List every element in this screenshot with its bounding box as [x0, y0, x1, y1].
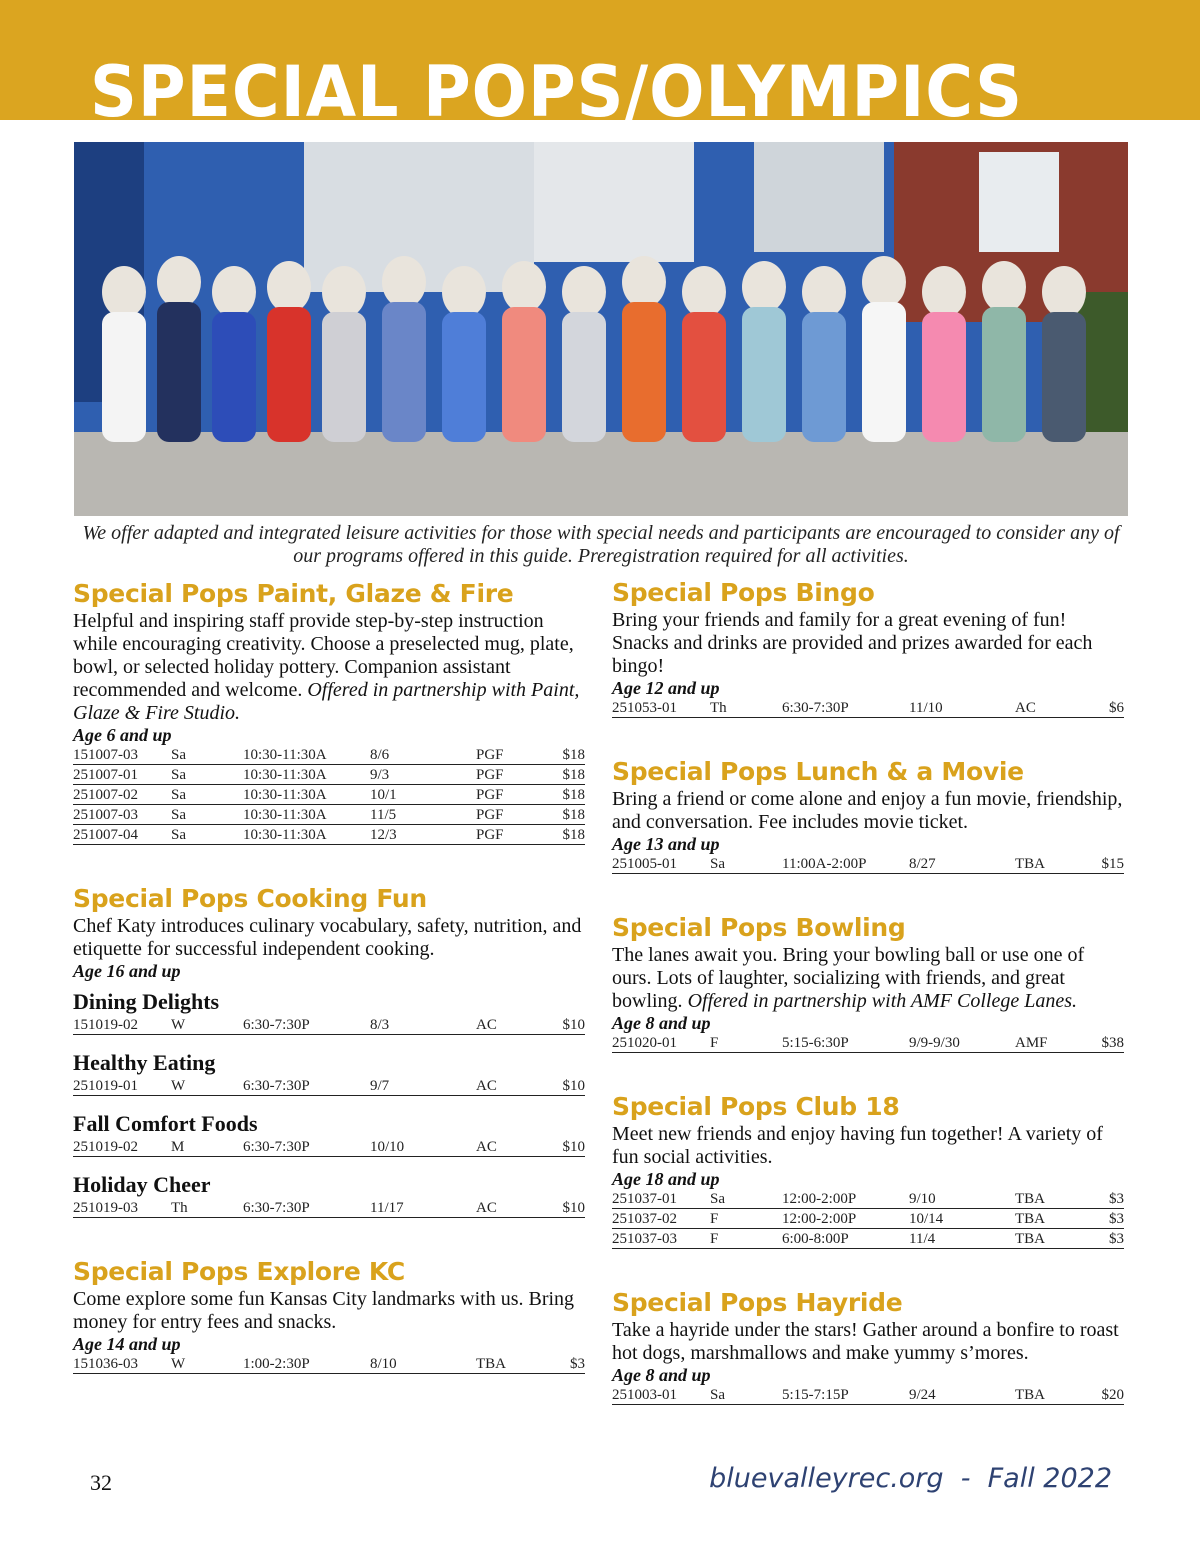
- table-row: 151019-02 W 6:30-7:30P 8/3 AC $10: [73, 1016, 585, 1033]
- table-row: 251003-01 Sa 5:15-7:15P 9/24 TBA $20: [612, 1386, 1124, 1403]
- page-number: 32: [90, 1470, 112, 1495]
- program-description: Come explore some fun Kansas City landmarks with us. Bring money for entry fees and snacks.: [73, 1288, 575, 1333]
- table-row: 251005-01 Sa 11:00A-2:00P 8/27 TBA $15: [612, 855, 1124, 872]
- table-row: 251007-04 Sa 10:30-11:30A 12/3 PGF $18: [73, 826, 585, 843]
- program-title: Special Pops Explore KC: [73, 1257, 405, 1286]
- program-explore-kc: [73, 1256, 585, 1374]
- age-requirement: Age 14 and up: [73, 1334, 181, 1354]
- program-title: Special Pops Cooking Fun: [73, 884, 427, 913]
- program-description: Helpful and inspiring staff provide step-by-step instruction while encouraging creativity. Choose a preselected mug, plate, bowl, or selected holiday pottery. Companion assistant recommended and welcome. Offered in partnership with Paint, Glaze & Fire Studio.: [73, 610, 580, 724]
- class-title: Fall Comfort Foods: [73, 1111, 258, 1136]
- schedule-table: [73, 1137, 585, 1157]
- page-header-banner: [0, 0, 1200, 133]
- table-row: 251007-03 Sa 10:30-11:30A 11/5 PGF $18: [73, 806, 585, 823]
- program-title: Special Pops Bingo: [612, 578, 875, 607]
- table-row: 251007-01 Sa 10:30-11:30A 9/3 PGF $18: [73, 766, 585, 783]
- age-requirement: Age 12 and up: [612, 678, 720, 698]
- table-row: 251053-01 Th 6:30-7:30P 11/10 AC $6: [612, 699, 1124, 716]
- table-row: 251037-01 Sa 12:00-2:00P 9/10 TBA $3: [612, 1190, 1124, 1207]
- program-title: Special Pops Club 18: [612, 1092, 900, 1121]
- program-description: Bring your friends and family for a great evening of fun! Snacks and drinks are provided and prizes awarded for each bingo!: [612, 609, 1093, 677]
- program-paint-glaze-fire: [73, 578, 585, 845]
- group-photo-icon: [74, 142, 1128, 516]
- program-title: Special Pops Lunch & a Movie: [612, 757, 1024, 786]
- age-requirement: Age 13 and up: [612, 834, 720, 854]
- class-title: Dining Delights: [73, 989, 220, 1014]
- left-column: [73, 578, 585, 1374]
- age-requirement: Age 6 and up: [73, 725, 172, 745]
- schedule-table: [73, 745, 585, 845]
- schedule-table: [73, 1198, 585, 1218]
- schedule-table: [612, 1189, 1124, 1249]
- program-lunch-movie: [612, 756, 1124, 874]
- program-description: Take a hayride under the stars! Gather around a bonfire to roast hot dogs, marshmallows and make yummy s’mores.: [612, 1319, 1119, 1364]
- schedule-table: [73, 1015, 585, 1035]
- schedule-table: [612, 1385, 1124, 1405]
- program-description: Meet new friends and enjoy having fun together! A variety of fun social activities.: [612, 1123, 1103, 1168]
- program-description: Bring a friend or come alone and enjoy a fun movie, friendship, and conversation. Fee includes movie ticket.: [612, 788, 1123, 833]
- program-title: Special Pops Paint, Glaze & Fire: [73, 579, 514, 608]
- table-row: 251020-01 F 5:15-6:30P 9/9-9/30 AMF $38: [612, 1034, 1124, 1051]
- age-requirement: Age 18 and up: [612, 1169, 720, 1189]
- table-row: 151036-03 W 1:00-2:30P 8/10 TBA $3: [73, 1355, 585, 1372]
- program-cooking-fun: [73, 883, 585, 1218]
- class-title: Healthy Eating: [73, 1050, 216, 1075]
- age-requirement: Age 8 and up: [612, 1365, 711, 1385]
- page-title: SPECIAL POPS/OLYMPICS: [90, 51, 1023, 133]
- schedule-table: [73, 1354, 585, 1374]
- schedule-table: [612, 854, 1124, 874]
- program-bingo: [612, 577, 1124, 718]
- age-requirement: Age 8 and up: [612, 1013, 711, 1033]
- table-row: 251019-03 Th 6:30-7:30P 11/17 AC $10: [73, 1199, 585, 1216]
- class-title: Holiday Cheer: [73, 1172, 211, 1197]
- program-bowling: [612, 912, 1124, 1053]
- table-row: 251019-02 M 6:30-7:30P 10/10 AC $10: [73, 1138, 585, 1155]
- table-row: 251019-01 W 6:30-7:30P 9/7 AC $10: [73, 1077, 585, 1094]
- program-title: Special Pops Bowling: [612, 913, 906, 942]
- program-title: Special Pops Hayride: [612, 1288, 903, 1317]
- age-requirement: Age 16 and up: [73, 961, 181, 981]
- schedule-table: [73, 1076, 585, 1096]
- right-column: [612, 577, 1124, 1405]
- table-row: 251007-02 Sa 10:30-11:30A 10/1 PGF $18: [73, 786, 585, 803]
- program-description: Chef Katy introduces culinary vocabulary, safety, nutrition, and etiquette for successful independent cooking.: [73, 915, 582, 960]
- footer-website: bluevalleyrec.org - Fall 2022: [709, 1463, 1112, 1494]
- group-photo: [74, 142, 1128, 516]
- schedule-table: [612, 698, 1124, 718]
- program-club-18: [612, 1091, 1124, 1249]
- program-description: The lanes await you. Bring your bowling ball or use one of ours. Lots of laughter, socializing with friends, and great bowling. Offered in partnership with AMF College Lanes.: [612, 944, 1085, 1012]
- schedule-table: [612, 1033, 1124, 1053]
- intro-text: We offer adapted and integrated leisure activities for those with special needs and participants are encouraged to consider any of our programs offered in this guide. Preregistration required for all activities.: [82, 522, 1120, 567]
- table-row: 151007-03 Sa 10:30-11:30A 8/6 PGF $18: [73, 746, 585, 763]
- table-row: 251037-02 F 12:00-2:00P 10/14 TBA $3: [612, 1210, 1124, 1227]
- program-hayride: [612, 1287, 1124, 1405]
- table-row: 251037-03 F 6:00-8:00P 11/4 TBA $3: [612, 1230, 1124, 1247]
